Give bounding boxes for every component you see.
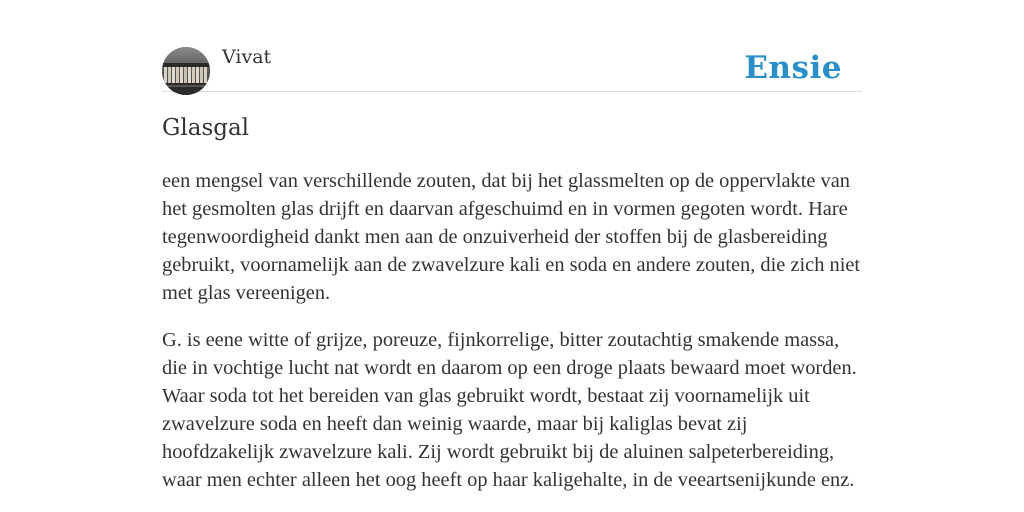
header [162,0,862,92]
site-logo[interactable]: Ensie [744,50,842,86]
paragraph: G. is eene witte of grijze, poreuze, fijnkorrelige, bitter zoutachtig smakende massa, die in vochtige lucht nat wordt en daarom op een droge plaats bewaard moet worden. Waar soda tot het bereiden van glas gebruikt wordt, bestaat zij voornamelijk uit zwavelzure soda en heeft dan weinig waarde, maar bij kaliglas bevat zij hoofdzakelijk zwavelzure kali. Zij wordt gebruikt bij de aluinen salpeterbereiding, waar men echter alleen het oog heeft op haar kaligehalte, in de veeartsenijkunde enz. [162,329,857,491]
article-body [162,167,862,512]
article-title: Glasgal [162,115,250,141]
avatar[interactable] [162,47,210,95]
typewriter-keys-photo-icon [162,47,210,95]
author-name[interactable]: Vivat [222,46,272,68]
page [162,0,862,491]
paragraph: een mengsel van verschillende zouten, dat bij het glassmelten op de oppervlakte van het gesmolten glas drijft en daarvan afgeschuimd en in vormen gegoten wordt. Hare tegenwoordigheid dankt men aan de onzuiverheid der stoffen bij de glasbereiding gebruikt, voornamelijk aan de zwavelzure kali en soda en andere zouten, die zich niet met glas vereenigen. [162,170,861,304]
